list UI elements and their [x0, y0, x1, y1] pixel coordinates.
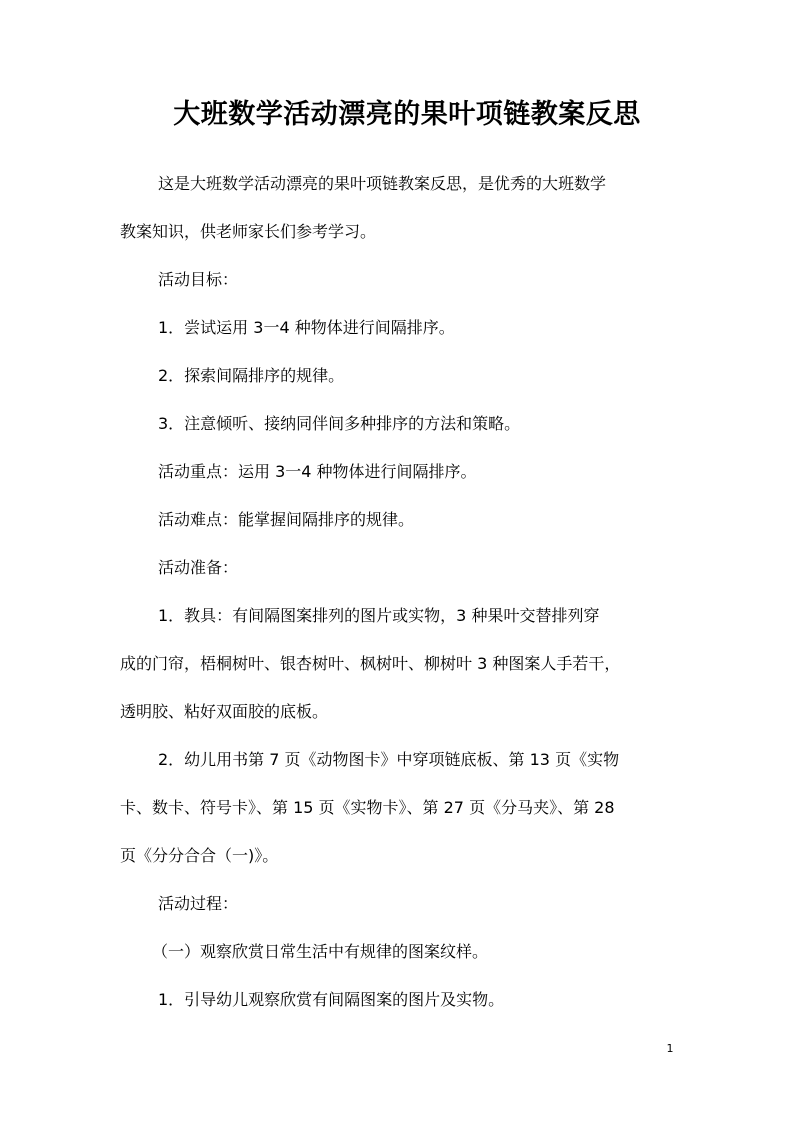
paragraph: 活动难点：能掌握间隔排序的规律。 [158, 510, 415, 529]
subsection-heading: （一）观察欣赏日常生活中有规律的图案纹样。 [152, 942, 489, 961]
list-item-continuation: 卡、数卡、符号卡》、第 15 页《实物卡》、第 27 页《分马夹》、第 28 [120, 798, 615, 817]
list-item-continuation: 成的门帘，梧桐树叶、银杏树叶、枫树叶、柳树叶 3 种图案人手若干， [120, 654, 621, 673]
list-item: 2．探索间隔排序的规律。 [158, 366, 345, 385]
page-number: 1 [666, 1042, 674, 1055]
section-heading: 活动目标： [158, 270, 239, 289]
list-item: 3．注意倾听、接纳同伴间多种排序的方法和策略。 [158, 414, 521, 433]
list-item: 1．教具：有间隔图案排列的图片或实物，3 种果叶交替排列穿 [158, 606, 600, 625]
list-item: 2．幼儿用书第 7 页《动物图卡》中穿项链底板、第 13 页《实物 [158, 750, 620, 769]
list-item: 1．引导幼儿观察欣赏有间隔图案的图片及实物。 [158, 990, 505, 1009]
paragraph: 这是大班数学活动漂亮的果叶项链教案反思，是优秀的大班数学 [158, 174, 607, 193]
section-heading: 活动准备： [158, 558, 239, 577]
list-item-continuation: 页《分分合合（一)》。 [120, 846, 279, 865]
list-item-continuation: 透明胶、粘好双面胶的底板。 [120, 702, 329, 721]
paragraph: 教案知识，供老师家长们参考学习。 [120, 222, 377, 241]
paragraph: 活动重点：运用 3一4 种物体进行间隔排序。 [158, 462, 477, 481]
document-title: 大班数学活动漂亮的果叶项链教案反思 [173, 99, 641, 130]
list-item: 1．尝试运用 3一4 种物体进行间隔排序。 [158, 318, 455, 337]
section-heading: 活动过程： [158, 894, 239, 913]
